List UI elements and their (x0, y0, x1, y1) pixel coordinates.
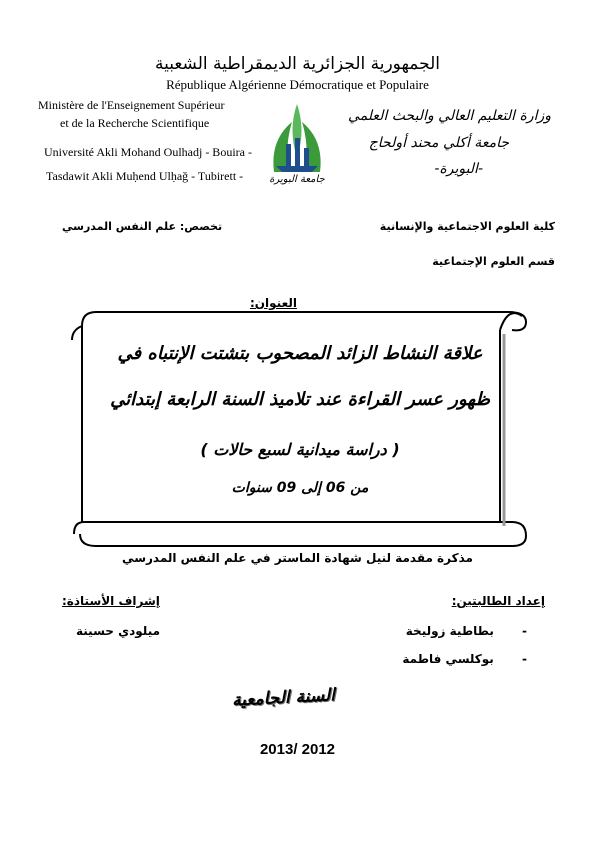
supervisor-name: ميلودي حسينة (76, 624, 161, 638)
title-label: العنوان: (250, 296, 297, 310)
ministry-french-1: Ministère de l'Enseignement Supérieur (38, 98, 225, 112)
students-label: إعداد الطالبتين: (451, 594, 545, 608)
student-name: بوكلسي فاطمة (402, 652, 494, 666)
republic-arabic: الجمهورية الجزائرية الديمقراطية الشعبية (154, 54, 441, 74)
academic-year: 2013/ 2012 (259, 741, 336, 758)
college-name: كلية العلوم الاجتماعية والإنسانية (379, 220, 555, 233)
university-kabyle: Tasdawit Akli Muḥend Ulḥağ - Tubirett - (46, 169, 244, 183)
title-scroll-frame (60, 300, 540, 550)
logo-caption: جامعة البويرة (269, 174, 325, 185)
memo-statement: مذكرة مقدمة لنيل شهادة الماستر في علم النفس المدرسي (122, 551, 473, 565)
student-name: بطاطية زوليخة (405, 624, 494, 638)
study-type: ( دراسة ميدانية لسبع حالات ) (200, 440, 400, 459)
specialty: تخصص: علم النفس المدرسي (62, 220, 223, 233)
student-bullet: - (522, 624, 527, 638)
university-logo (262, 100, 332, 190)
city-arabic: -البويرة- (434, 161, 483, 177)
university-french: Université Akli Mohand Oulhadj - Bouira - (44, 145, 252, 159)
republic-french: République Algérienne Démocratique et Populaire (166, 77, 429, 92)
thesis-title-line-2: ظهور عسر القراءة عند تلاميذ السنة الرابعة إبتدائي (110, 389, 490, 410)
student-name-2 (402, 652, 527, 666)
department-name: قسم العلوم الإجتماعية (432, 255, 555, 268)
ministry-french-2: et de la Recherche Scientifique (60, 116, 210, 130)
supervisor-label: إشراف الأستاذة: (62, 594, 160, 608)
university-arabic: جامعة أكلي محند أولحاج (368, 135, 509, 151)
ministry-arabic: وزارة التعليم العالي والبحث العلمي (348, 108, 551, 124)
student-bullet: - (522, 652, 527, 666)
student-name-1 (406, 624, 527, 638)
age-range: من 06 إلى 09 سنوات (231, 480, 369, 496)
thesis-title-line-1: علاقة النشاط الزائد المصحوب بتشتت الإنتباه في (117, 343, 483, 364)
academic-year-label: السنة الجامعية (231, 685, 336, 711)
